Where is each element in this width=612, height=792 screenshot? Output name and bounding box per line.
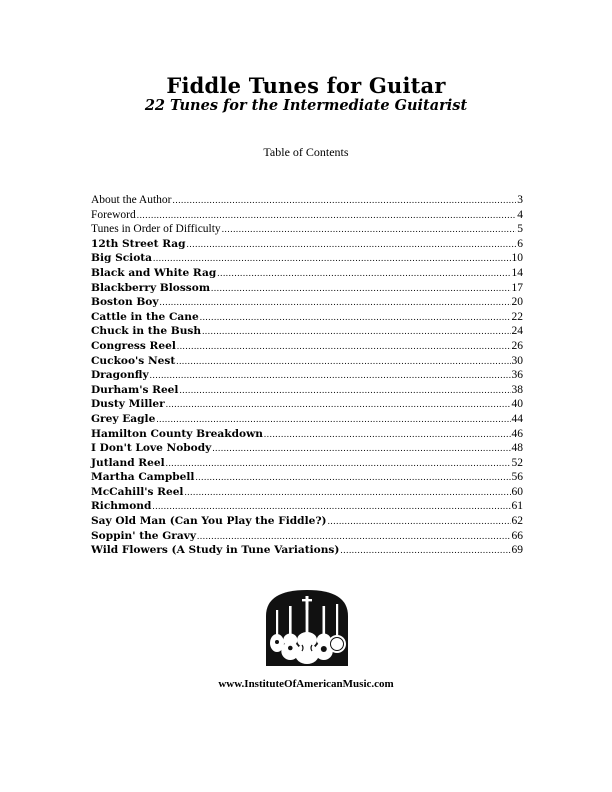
toc-entry[interactable]	[91, 543, 523, 558]
toc-entry[interactable]	[91, 456, 523, 471]
toc-entry-page: 66	[511, 529, 523, 542]
toc-entry-title: Soppin' the Gravy	[91, 529, 197, 542]
toc-entry[interactable]	[91, 499, 523, 514]
toc-entry[interactable]	[91, 441, 523, 456]
toc-entry[interactable]	[91, 427, 523, 442]
toc-entry-title: Durham's Reel	[91, 383, 179, 396]
toc-entry-page: 3	[517, 194, 523, 206]
toc-entry[interactable]	[91, 281, 523, 296]
toc-entry-page: 61	[511, 500, 523, 513]
toc-entry-page: 52	[511, 456, 523, 469]
toc-entry[interactable]	[91, 251, 523, 266]
toc-entry-title: Big Sciota	[91, 252, 153, 265]
toc-dot-leader	[150, 368, 511, 383]
toc-entry[interactable]	[91, 368, 523, 383]
toc-dot-leader	[160, 295, 511, 310]
toc-entry-title: Dragonfly	[91, 369, 149, 382]
toc-entry[interactable]	[91, 470, 523, 485]
toc-entry-page: 10	[511, 252, 523, 265]
toc-entry[interactable]	[91, 310, 523, 325]
toc-entry-title: Wild Flowers (A Study in Tune Variations)	[91, 544, 340, 557]
toc-entry-page: 14	[511, 266, 523, 279]
toc-entry-title: Dusty Miller	[91, 398, 165, 411]
toc-dot-leader	[212, 441, 510, 456]
toc-dot-leader	[176, 354, 510, 369]
toc-entry-page: 4	[517, 208, 523, 221]
toc-entry-page: 60	[511, 485, 523, 498]
toc-dot-leader	[166, 397, 511, 412]
toc-dot-leader	[264, 427, 511, 442]
toc-entry-title: Chuck in the Bush	[91, 325, 202, 338]
toc-entry[interactable]	[91, 397, 523, 412]
toc-entry[interactable]	[91, 324, 523, 339]
toc-entry[interactable]	[91, 208, 523, 223]
toc-entry[interactable]	[91, 354, 523, 369]
toc-entry-page: 30	[511, 354, 523, 367]
toc-entry-page: 36	[511, 369, 523, 382]
instruments-logo-icon	[262, 588, 352, 666]
toc-entry-page: 44	[511, 412, 523, 425]
toc-dot-leader	[187, 237, 517, 252]
toc-dot-leader	[222, 222, 517, 237]
toc-entry-title: McCahill's Reel	[91, 485, 184, 498]
toc-entry-title: Cuckoo's Nest	[91, 354, 176, 367]
toc-dot-leader	[173, 193, 517, 208]
toc-entry-title: Congress Reel	[91, 339, 176, 352]
toc-dot-leader	[340, 543, 510, 558]
toc-dot-leader	[217, 266, 510, 281]
toc-dot-leader	[211, 281, 510, 296]
toc-dot-leader	[152, 499, 510, 514]
toc-entry-title: Hamilton County Breakdown	[91, 427, 263, 440]
toc-entry-page: 48	[511, 442, 523, 455]
toc-entry-title: Jutland Reel	[91, 456, 165, 469]
toc-entry-title: Tunes in Order of Difficulty	[91, 223, 221, 236]
website-url[interactable]: www.InstituteOfAmericanMusic.com	[218, 678, 394, 690]
toc-dot-leader	[166, 456, 511, 471]
toc-dot-leader	[153, 251, 510, 266]
toc-entry-title: 12th Street Rag	[91, 237, 186, 250]
toc-entry[interactable]	[91, 222, 523, 237]
toc-entry-page: 5	[517, 223, 523, 236]
toc-dot-leader	[200, 310, 511, 325]
toc-entry-title: Richmond	[91, 500, 152, 513]
toc-entry-title: About the Author	[91, 194, 172, 206]
toc-dot-leader	[328, 514, 511, 529]
toc-dot-leader	[179, 383, 510, 398]
toc-entry[interactable]	[91, 339, 523, 354]
toc-entry-page: 26	[511, 339, 523, 352]
toc-entry-page: 6	[517, 237, 523, 250]
toc-entry-page: 22	[511, 310, 523, 323]
toc-entry[interactable]	[91, 485, 523, 500]
toc-entry-page: 20	[511, 296, 523, 309]
toc-dot-leader	[202, 324, 510, 339]
toc-entry[interactable]	[91, 266, 523, 281]
toc-entry[interactable]	[91, 529, 523, 544]
toc-heading: Table of Contents	[263, 145, 349, 159]
toc-entry-title: Black and White Rag	[91, 266, 217, 279]
toc-dot-leader	[184, 485, 510, 500]
toc-entry[interactable]	[91, 514, 523, 529]
toc-entry-page: 62	[511, 515, 523, 528]
toc-entry-title: Grey Eagle	[91, 412, 156, 425]
document-title: Fiddle Tunes for Guitar	[166, 73, 446, 98]
toc-entry-page: 46	[511, 427, 523, 440]
toc-entry[interactable]	[91, 193, 523, 208]
toc-entry-title: Blackberry Blossom	[91, 281, 211, 294]
toc-entry-title: Boston Boy	[91, 296, 159, 309]
toc-entry[interactable]	[91, 295, 523, 310]
toc-entry-page: 38	[511, 383, 523, 396]
toc-entry-page: 56	[511, 471, 523, 484]
toc-entry-title: Say Old Man (Can You Play the Fiddle?)	[91, 515, 327, 528]
toc-entry[interactable]	[91, 412, 523, 427]
toc-entry-title: I Don't Love Nobody	[91, 442, 212, 455]
toc-entry-title: Cattle in the Cane	[91, 310, 199, 323]
toc-entry-page: 69	[511, 544, 523, 557]
toc-entry-page: 40	[511, 398, 523, 411]
toc-dot-leader	[197, 529, 510, 544]
toc-dot-leader	[137, 208, 517, 223]
toc-entry-page: 17	[511, 281, 523, 294]
toc-entry[interactable]	[91, 237, 523, 252]
toc-dot-leader	[177, 339, 511, 354]
toc-entry-title: Foreword	[91, 208, 136, 221]
toc-dot-leader	[156, 412, 510, 427]
table-of-contents	[91, 193, 523, 558]
toc-dot-leader	[195, 470, 510, 485]
toc-entry-title: Martha Campbell	[91, 471, 195, 484]
document-subtitle: 22 Tunes for the Intermediate Guitarist	[144, 97, 468, 114]
toc-entry[interactable]	[91, 383, 523, 398]
toc-entry-page: 24	[511, 325, 523, 338]
